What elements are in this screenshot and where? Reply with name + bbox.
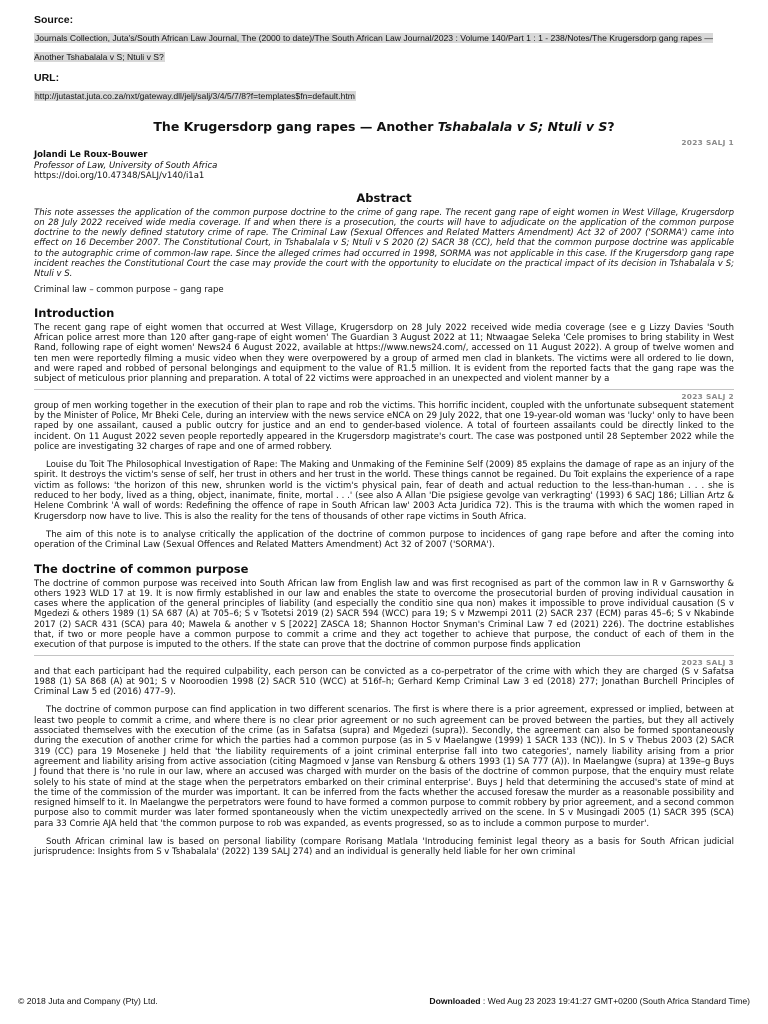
document-page <box>34 14 734 858</box>
author-block <box>34 150 734 182</box>
paragraph-3: Louise du Toit The Philosophical Investigation of Rape: The Making and Unmaking of the Feminine Self (2009) 85 explains the damage of rape as an injury of the spirit. It destroys the victim's sense of self, her trust in others and her trust in the world. These things cannot be regained. Du Toit explains the experience of a rape victim as follows: 'the horizon of this new, shrunken world is the victim's physical pain, fear of death and actual reduction to the less-than-human . . . she is reduced to her body, lived as a thing, object, inanimate, finite, mortal . . .' (see also A Allan 'Die psigiese gevolge van verkragting' (1993) 6 SACJ 186; Lillian Artz & Helene Combrink 'A wall of words: Redefining the offence of rape in South African law' 2003 Acta Juridica 72). This is the trauma with which the women raped in Krugersdorp now have to live. This is also the reality for the tens of thousands of other rape victims in South Africa. <box>34 460 734 522</box>
page-marker-3: 2023 SALJ 3 <box>34 655 734 667</box>
url-block <box>34 72 734 103</box>
copyright-notice: © 2018 Juta and Company (Pty) Ltd. <box>18 996 158 1006</box>
page-marker-1: 2023 SALJ 1 <box>681 138 734 147</box>
author-name: Jolandi Le Roux-Bouwer <box>34 150 148 160</box>
abstract-heading: Abstract <box>356 190 412 205</box>
page-marker-2: 2023 SALJ 2 <box>34 389 734 401</box>
download-stamp <box>429 996 750 1007</box>
author-affiliation: Professor of Law, University of South Africa <box>34 160 218 171</box>
intro-heading: Introduction <box>34 305 115 320</box>
source-block <box>34 14 734 64</box>
source-url-link[interactable]: http://jutastat.juta.co.za/nxt/gateway.dll/jelj/salj/3/4/5/7/8?f=templates$fn=default.htm <box>35 91 355 101</box>
paragraph-8: South African criminal law is based on personal liability (compare Rorisang Matlala 'Introducing feminist legal theory as a basis for South African judicial jurisprudence: Insights from S v Tshabalala' (2022) 139 SALJ 274) and an individual is generally held liable for her own criminal <box>34 837 734 858</box>
doctrine-heading: The doctrine of common purpose <box>34 561 249 576</box>
url-label: URL: <box>34 72 60 84</box>
author-doi[interactable]: https://doi.org/10.47348/SALJ/v140/i1a1 <box>34 171 205 181</box>
title-end: ? <box>607 119 615 134</box>
paragraph-4: The aim of this note is to analyse critically the application of the doctrine of common purpose to incidences of gang rape before and after the coming into operation of the Criminal Law (Sexual Offences and Related Matters Amendment) Act 32 of 2007 ('SORMA'). <box>34 529 734 551</box>
intro-paragraph: The recent gang rape of eight women that occurred at West Village, Krugersdorp on 28 July 2022 received wide media coverage (see e g Lizzy Davies 'South African police arrest more than 120 after gang-rape of eight women' The Guardian 3 August 2022 at 11; Ntwaagae Seleka 'Cele promises to bring stability in West Rand, following rape of eight women' News24 6 August 2022, available at https://www.news24.com/, accessed on 11 August 2022). A group of twelve women and ten men were reportedly filming a music video when they were overpowered by a group of armed men clad in blankets. The victims were all ordered to lie down, and were raped and robbed of personal belongings and equipment to the value of R1.5 million. It is evident from the reported facts that the gang rape was the subject of meticulous prior planning and preparation. A total of 22 victims were approached in an unexpected and violent manner by a <box>34 322 734 385</box>
paragraph-7: The doctrine of common purpose can find application in two different scenarios. The first is where there is a prior agreement, expressed or implied, between at least two people to commit a crime, and where there is no clear prior agreement or no such agreement can be proved between the parties, but they all actively associated themselves with the execution of the crime (as in Safatsa (supra) and Mgedezi (supra)). Secondly, the agreement can also be formed spontaneously during the execution of another crime for which the parties had a common purpose (as in S v Maelangwe (1999) 1 SACR 133 (NC)). In S v Thebus 2003 (2) SACR 319 (CC) para 19 Moseneke J held that 'the liability requirements of a joint criminal enterprise fall into two categories', namely liability arising from a prior agreement and liability arising from active association (citing Magmoed v Janse van Rensburg & others 1993 (1) SA 777 (A)). In Maelangwe (supra) at 139e–g Buys J found that there is 'no rule in our law, where an accused was charged with murder on the basis of the doctrine of common purpose, that the enquiry must relate solely to his state of mind at the stage when the perpetrators embarked on their criminal enterprise'. Buys J held that determining the accused's state of mind at the time of the commission of the murder was important. It can be inferred from the facts whether the accused foresaw the murder as a reasonable possibility and resigned himself to it. In Maelangwe the perpetrators were found to have formed a common purpose to commit robbery by prior agreement, and a second common purpose also to commit murder was later formed spontaneously when the victim unexpectedly arrived on the scene. In S v Musingadi 2005 (1) SACR 395 (SCA) para 33 Comrie AJA held that 'the common purpose to rob was expanded, as events progressed, so as to include a common purpose to murder'. <box>34 705 734 829</box>
paragraph-6: and that each participant had the required culpability, each person can be convicted as a co-perpetrator of the crime with which they are charged (S v Safatsa 1988 (1) SA 868 (A) at 901; S v Nooroodien 1998 (2) SACR 510 (WCC) at 516f–h; Gerhard Kemp Criminal Law 3 ed (2018) 277; Jonathan Burchell Principles of Criminal Law 5 ed (2016) 477–9). <box>34 666 734 698</box>
source-path[interactable]: Journals Collection, Juta's/South African Law Journal, The (2000 to date)/The South African Law Journal/2023 : Volume 140/Part 1 : 1 - 238/Notes/The Krugersdorp gang rapes — Another Tshabalala v S; Ntuli v S? <box>34 33 713 62</box>
source-label: Source: <box>34 14 74 26</box>
title-case: Tshabalala v S; Ntuli v S <box>437 119 608 134</box>
article-title <box>34 119 734 134</box>
title-main: The Krugersdorp gang rapes — Another <box>153 119 438 134</box>
abstract-text: This note assesses the application of the common purpose doctrine to the crime of gang rape. The recent gang rape of eight women in West Village, Krugersdorp on 28 July 2022 received wide media coverage. If and when there is a prosecution, the courts will have to adjudicate on the application of the common purpose doctrine to the newly defined statutory crime of rape. The Criminal Law (Sexual Offences and Related Matters Amendment) Act 32 of 2007 ('SORMA') came into effect on 16 December 2007. The Constitutional Court, in Tshabalala v S; Ntuli v S 2020 (2) SACR 38 (CC), held that the common purpose doctrine was applicable to the autographic crime of common-law rape. Since the alleged crimes had occurred in 1998, SORMA was not applicable in this case. If the Krugersdorp gang rape incident reaches the Constitutional Court the case may provide the court with the opportunity to elucidate on the practical impact of its decision in Tshabalala v S; Ntuli v S. <box>34 207 734 280</box>
downloaded-value: : Wed Aug 23 2023 19:41:27 GMT+0200 (South Africa Standard Time) <box>480 996 750 1006</box>
paragraph-5: The doctrine of common purpose was received into South African law from English law and was first recognised as part of the common law in R v Garnsworthy & others 1923 WLD 17 at 19. It is now firmly established in our law and enables the state to overcome the prosecutorial burden of proving individual causation in cases where the application of the general principles of liability (and especially the conditio sine qua non) makes it impossible to prove individual causation (S v Mgedezi & others 1989 (1) SA 687 (A) at 705–6; S v Tsotetsi 2019 (2) SACR 594 (WCC) para 19; S v Mzwempi 2011 (2) SACR 237 (ECM) paras 45–6; S v Nkabinde 2017 (2) SACR 431 (SCA) para 40; Mawela & another v S [2022] ZASCA 18; Shannon Hoctor Snyman's Criminal Law 7 ed (2021) 226). The doctrine establishes that, if two or more people have a common purpose to commit a crime and they act together to achieve that purpose, the conduct of each of them in the execution of that purpose is imputed to the others. If the state can prove that the doctrine of common purpose finds application <box>34 578 734 651</box>
downloaded-label: Downloaded <box>429 996 481 1006</box>
paragraph-2: group of men working together in the execution of their plan to rape and rob the victims. This horrific incident, coupled with the unfortunate subsequent statement by the Minister of Police, Mr Bheki Cele, during an interview with the news service eNCA on 29 July 2022, that one 19-year-old woman was 'lucky' only to have been raped by one assailant, caused a public outcry for justice and an end to gender-based violence. A total of fourteen assailants could be directly linked to the incident. On 11 August 2022 seven people reportedly appeared in the Krugersdorp magistrate's court. The case was postponed until 28 September 2022 while the police are investigating 32 charges of rape and one of armed robbery. <box>34 400 734 452</box>
keywords: Criminal law – common purpose – gang rape <box>34 284 224 295</box>
